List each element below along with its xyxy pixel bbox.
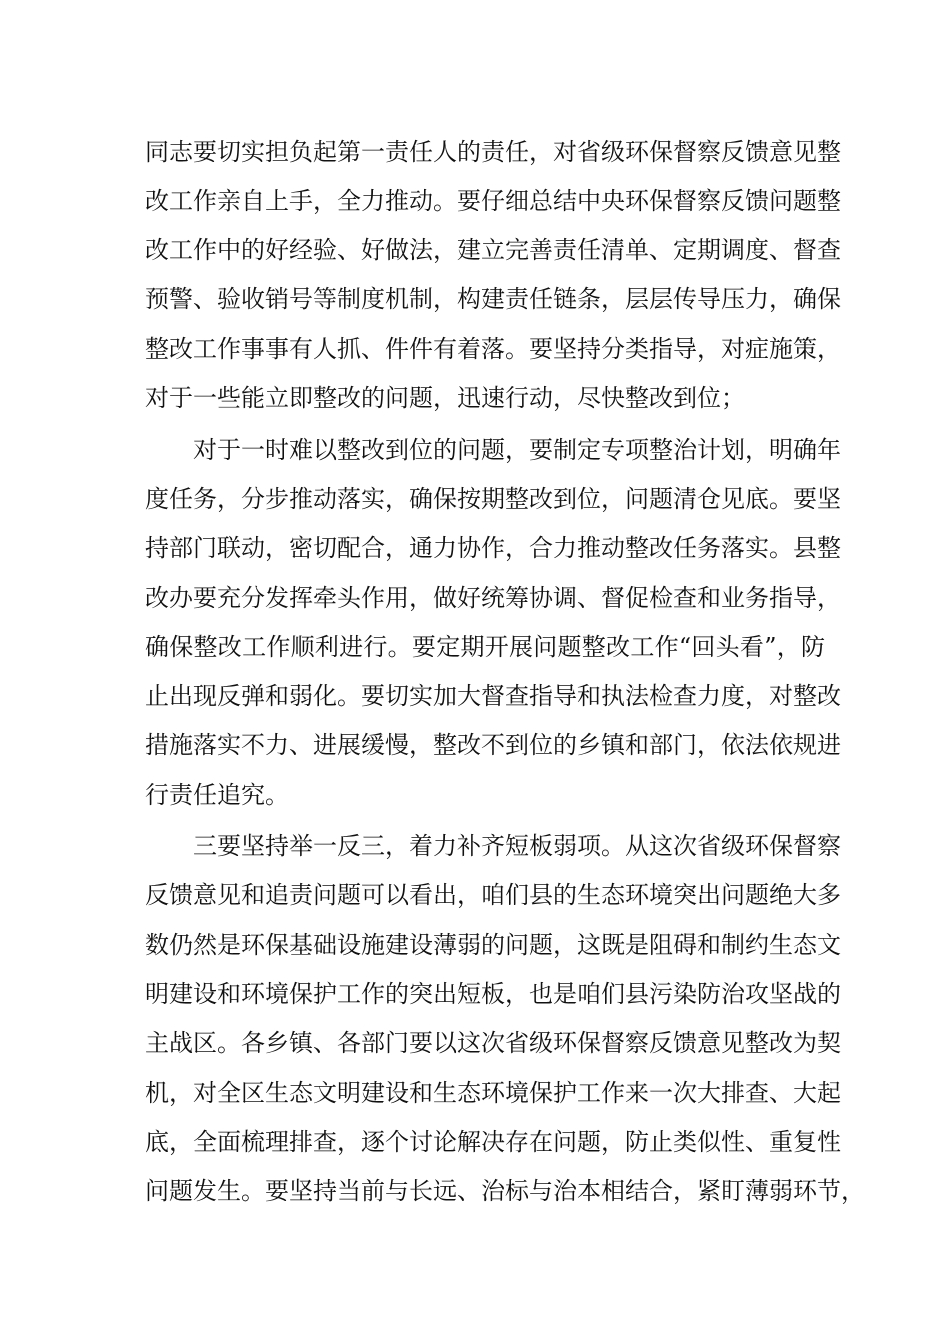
paragraph-2-line-2: 度任务，分步推动落实，确保按期整改到位，问题清仓见底。要坚	[145, 485, 841, 513]
paragraph-2-line-7: 措施落实不力、进展缓慢，整改不到位的乡镇和部门，依法依规进	[145, 731, 841, 759]
paragraph-2-line-1: 对于一时难以整改到位的问题，要制定专项整治计划，明确年	[193, 436, 841, 464]
paragraph-1-line-1: 同志要切实担负起第一责任人的责任，对省级环保督察反馈意见整	[145, 138, 841, 166]
paragraph-3-line-4: 明建设和环境保护工作的突出短板，也是咱们县污染防治攻坚战的	[145, 980, 841, 1008]
paragraph-1-line-6: 对于一些能立即整改的问题，迅速行动，尽快整改到位；	[145, 384, 745, 412]
paragraph-1-line-3: 改工作中的好经验、好做法，建立完善责任清单、定期调度、督查	[145, 236, 841, 264]
paragraph-3-line-1: 三要坚持举一反三，着力补齐短板弱项。从这次省级环保督察	[193, 832, 841, 860]
paragraph-1-line-5: 整改工作事事有人抓、件件有着落。要坚持分类指导，对症施策，	[145, 335, 841, 363]
paragraph-2-line-4: 改办要充分发挥牵头作用，做好统筹协调、督促检查和业务指导，	[145, 584, 841, 612]
paragraph-1-line-4: 预警、验收销号等制度机制，构建责任链条，层层传导压力，确保	[145, 285, 841, 313]
paragraph-3-line-2: 反馈意见和追责问题可以看出，咱们县的生态环境突出问题绝大多	[145, 881, 841, 909]
paragraph-2-line-6: 止出现反弹和弱化。要切实加大督查指导和执法检查力度，对整改	[145, 682, 841, 710]
paragraph-2-line-8: 行责任追究。	[145, 781, 289, 809]
paragraph-2-line-5: 确保整改工作顺利进行。要定期开展问题整改工作“回头看”，防	[145, 633, 825, 661]
paragraph-3-line-6: 机，对全区生态文明建设和生态环境保护工作来一次大排查、大起	[145, 1079, 841, 1107]
paragraph-3-line-5: 主战区。各乡镇、各部门要以这次省级环保督察反馈意见整改为契	[145, 1029, 841, 1057]
paragraph-3-line-3: 数仍然是环保基础设施建设薄弱的问题，这既是阻碍和制约生态文	[145, 931, 841, 959]
paragraph-3-line-7: 底，全面梳理排查，逐个讨论解决存在问题，防止类似性、重复性	[145, 1128, 841, 1156]
paragraph-2-line-3: 持部门联动，密切配合，通力协作，合力推动整改任务落实。县整	[145, 534, 841, 562]
paragraph-1-line-2: 改工作亲自上手，全力推动。要仔细总结中央环保督察反馈问题整	[145, 187, 841, 215]
paragraph-3-line-8: 问题发生。要坚持当前与长远、治标与治本相结合，紧盯薄弱环节，	[145, 1177, 865, 1205]
